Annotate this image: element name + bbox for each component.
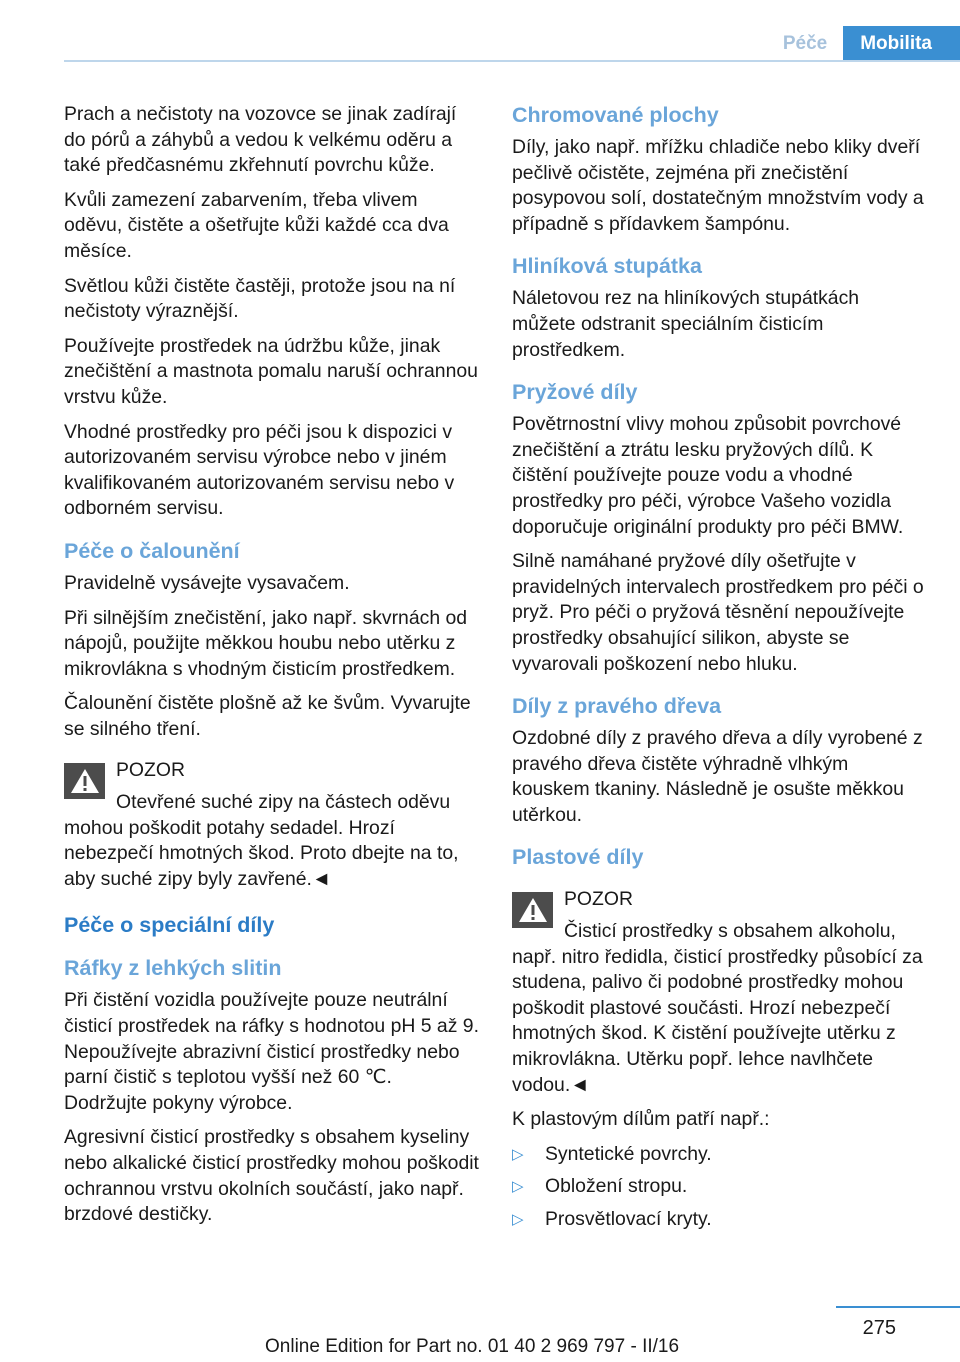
paragraph: Díly, jako např. mřížku chladiče nebo kliky dveří pečlivě očistěte, zejména při znečistění posypovou solí, dostatečným množstvím vody a případně s přídavkem šampónu. (512, 136, 924, 235)
heading-rubber: Pryžové díly (512, 380, 638, 405)
list-item (512, 1142, 927, 1168)
footer-divider (836, 1306, 960, 1308)
paragraph: Při silnějším znečistění, jako např. skvrnách od nápojů, použijte měkkou houbu nebo utěrku z mikrovlákna s vhodným čisticím prostředkem. (64, 606, 468, 680)
warning-text: Čisticí prostředky s obsahem alkoholu, např. nitro ředidla, čisticí prostředky působící za studena, palivo či podobné prostředky mohou poškodit plastové součásti. Hrozí nebezpečí hmotných škod. K čistění používejte utěrku z mikrovlákna. Utěrku popř. lehce navlhčete vodou.◄ (512, 920, 923, 1096)
right-column (512, 102, 927, 1240)
heading-chrome: Chromované plochy (512, 103, 719, 127)
triangle-bullet-icon: ▷ (512, 1211, 524, 1228)
triangle-bullet-icon: ▷ (512, 1178, 524, 1196)
heading-upholstery: Péče o čalounění (64, 538, 240, 563)
heading-aluminium: Hliníková stupátka (512, 254, 702, 279)
paragraph: Kvůli zamezení zabarvením, třeba vlivem oděvu, čistěte a ošetřujte kůži každé cca dva měsíce. (64, 188, 449, 262)
paragraph: K plastovým dílům patří např.: (512, 1108, 770, 1131)
warning-text: Otevřené suché zipy na částech oděvu mohou poškodit potahy sedadel. Hrozí nebezpečí hmotných škod. Proto dbejte na to, aby suché zipy byly zavřené.◄ (64, 791, 459, 890)
list-item-text: Prosvětlovací kryty. (545, 1208, 712, 1230)
paragraph: Agresivní čisticí prostředky s obsahem kyseliny nebo alkalické čisticí prostředky mohou poškodit ochrannou vrstvu okolních součástí, jako např. brzdové destičky. (64, 1126, 479, 1226)
paragraph: Silně namáhané pryžové díly ošetřujte v pravidelných intervalech prostředkem pro péči o pryž. Pro péči o pryžová těsnění nepoužívejte prostředky obsahující silikon, abyste se vyvarovali poškození nebo hluku. (512, 550, 924, 675)
list-item-text: Obložení stropu. (545, 1175, 688, 1198)
heading-plastic: Plastové díly (512, 845, 644, 870)
list-item-text: Syntetické povrchy. (545, 1142, 712, 1165)
paragraph: Povětrnostní vlivy mohou způsobit povrchové znečištění a ztrátu lesku pryžových dílů. K čištění používejte pouze vodu a vhodné prostředky pro péči, výrobce Vašeho vozidla doporučuje originální produkty pro péči BMW. (512, 413, 904, 538)
heading-special-parts: Péče o speciální díly (64, 913, 275, 938)
tab-mobilita[interactable]: Mobilita (843, 26, 960, 61)
paragraph: Prach a nečistoty na vozovce se jinak zadírají do pórů a záhybů a vedou k velkému oděru a také předčasnému zkřehnutí povrchu kůže. (64, 103, 457, 177)
warning-title: POZOR (116, 759, 185, 782)
list-item (512, 1174, 927, 1200)
edition-footer: Online Edition for Part no. 01 40 2 969 797 - II/16 (265, 1336, 680, 1357)
warning-box (64, 758, 479, 892)
paragraph: Při čistění vozidla používejte pouze neutrální čisticí prostředek na ráfky s hodnotou pH 5 až 9. Nepoužívejte abrazivní čisticí prostředky nebo parní čistič s teplotou vyšší než 60 ℃. Dodržujte pokyny výrobce. (64, 989, 479, 1114)
header-divider (64, 60, 960, 62)
triangle-bullet-icon: ▷ (512, 1145, 524, 1163)
heading-alloy-rims: Ráfky z lehkých slitin (64, 956, 282, 981)
warning-icon (512, 892, 553, 928)
paragraph: Vhodné prostředky pro péči jsou k dispozici v autorizovaném servisu výrobce nebo v jiném kvalifikovaném autorizovaném servisu nebo v odborném servisu. (64, 420, 455, 520)
paragraph: Používejte prostředek na údržbu kůže, jinak znečištění a mastnota pomalu naruší ochrannou vrstvu kůže. (64, 334, 478, 408)
paragraph: Pravidelně vysávejte vysavačem. (64, 571, 350, 594)
heading-wood: Díly z pravého dřeva (512, 694, 722, 719)
paragraph: Náletovou rez na hliníkových stupátkách můžete odstranit speciálním čisticím prostředkem. (512, 287, 860, 361)
list-item (512, 1207, 927, 1233)
tab-pece[interactable]: Péče (767, 26, 843, 61)
paragraph: Světlou kůži čistěte častěji, protože jsou na ní nečistoty výraznější. (64, 274, 456, 323)
left-column (64, 102, 479, 1237)
warning-title: POZOR (564, 888, 633, 911)
header-tabs (767, 26, 960, 61)
warning-icon (64, 763, 105, 799)
paragraph: Ozdobné díly z pravého dřeva a díly vyrobené z pravého dřeva čistěte výhradně vlhkým kouskem tkaniny. Následně je osušte měkkou utěrkou. (512, 727, 923, 826)
page-number: 275 (862, 1317, 896, 1339)
plastic-parts-list (512, 1142, 927, 1233)
warning-box (512, 887, 927, 1098)
paragraph: Čalounění čistěte plošně až ke švům. Vyvarujte se silného tření. (64, 692, 471, 740)
